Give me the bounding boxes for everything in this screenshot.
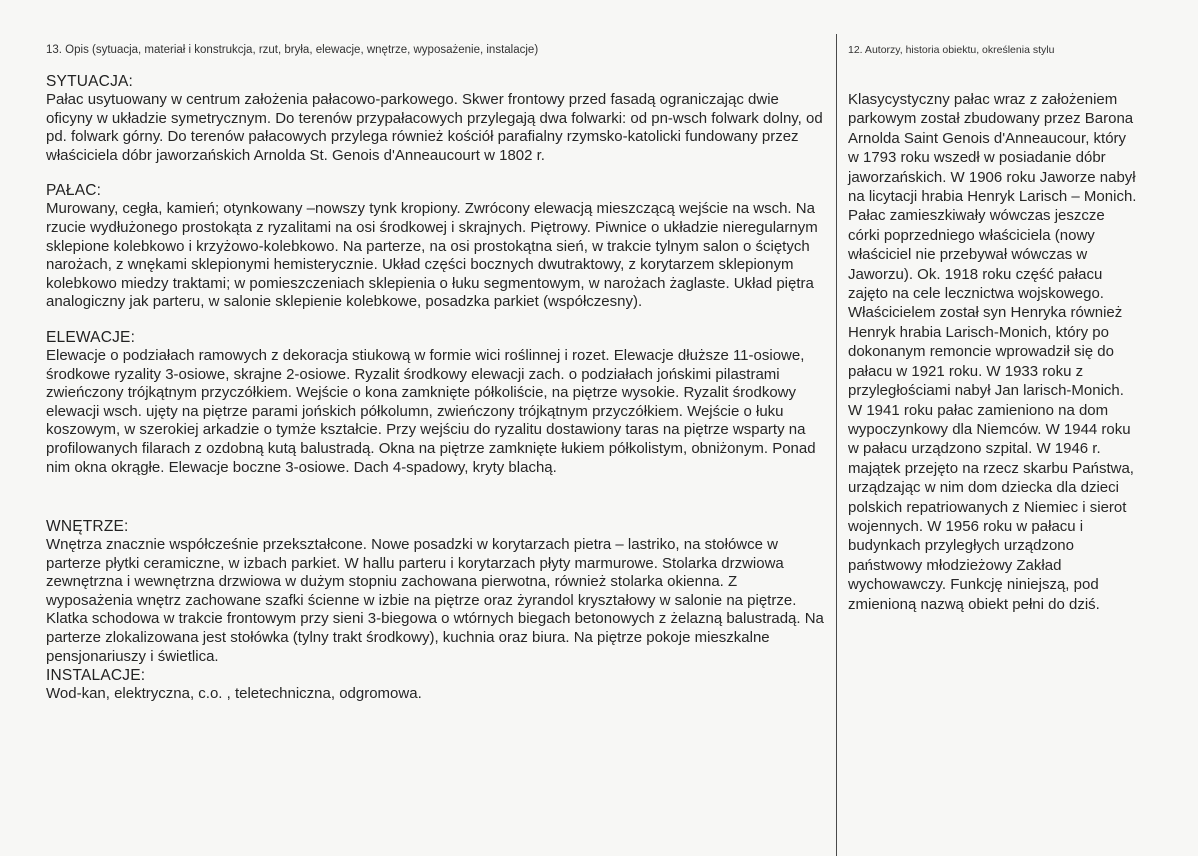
section-title-sytuacja: SYTUACJA:	[46, 73, 134, 90]
description-field-header: 13. Opis (sytuacja, materiał i konstrukcja, rzut, bryła, elewacje, wnętrze, wyposażenie, instalacje)	[46, 44, 539, 56]
history-field-header: 12. Autorzy, historia obiektu, określenia stylu	[848, 44, 1055, 56]
section-title-elewacje: ELEWACJE:	[46, 328, 136, 346]
history-column	[848, 42, 1148, 614]
section-body-palac: Murowany, cegła, kamień; otynkowany –nowszy tynk kropiony. Zwrócony elewacją mieszczącą wejście na wsch. Na rzucie wydłużonego prostokąta z ryzalitami na osi środkowej i skrajnych. Piętrowy. Piwnice o układzie nieregularnym sklepione kolebkowo i krzyżowo-kolebkowo. Na parterze, na osi prostokątna sień, w trakcie tylnym salon o ściętych narożach, z wnękami sklepionymi hemisterycznie. Układ części bocznych dwutraktowy, z korytarzem sklepionym kolebkowo miedzy traktami; w pomieszczeniach sklepienia o łuku segmentowym, w narożach żaglaste. Układ piętra analogiczny jak parteru, w salonie sklepienie kolebkowe, posadzka parkiet (współczesny).	[46, 200, 818, 311]
section-body-sytuacja: Pałac usytuowany w centrum założenia pałacowo-parkowego. Skwer frontowy przed fasadą ograniczając dwie oficyny w układzie symetrycznym. Do terenów przypałacowych przylegają dwa folwarki: od pn-wsch folwark dolny, od pd. folwark górny. Do terenów pałacowych przylega również kościół parafialny rzymsko-katolicki fundowany przez właściciela dóbr jaworzańskich Arnolda St. Genois d'Anneaucourt w 1802 r.	[46, 91, 823, 164]
section-instalacje	[46, 666, 826, 704]
section-body-elewacje: Elewacje o podziałach ramowych z dekoracja stiukową w formie wici roślinnej i rozet. Elewacje dłuższe 11-osiowe, środkowe ryzality 3-osiowe, skrajne 2-osiowe. Ryzalit środkowy elewacji zach. o podziałach jońskimi pilastrami zwieńczony trójkątnym przyczółkiem. Wejście o kona zamknięte półkoliście, na piętrze wysokie. Ryzalit środkowy elewacji wsch. ujęty na piętrze parami jońskich półkolumn, zwieńczony trójkątnym przyczółkiem. Wejście o łuku koszowym, w szerokiej arkadzie o tymże kształcie. Przy wejściu do ryzalitu dostawiony taras na piętrze wsparty na profilowanych filarach z ozdobną kutą balustradą. Okna na piętrze zamknięte łukiem półkolistym, obniżonym. Ponad nim okna okrągłe. Elewacje boczne 3-osiowe. Dach 4-spadowy, kryty blachą.	[46, 346, 816, 476]
history-text: Klasycystyczny pałac wraz z założeniem parkowym został zbudowany przez Barona Arnolda Saint Genois d'Anneaucour, który w 1793 roku wszedł w posiadanie dóbr jaworzańskich. W 1906 roku Jaworze nabył na licytacji hrabia Henryk Larisch – Monich. Pałac zamieszkiwały wówczas jeszcze córki poprzedniego właściciela (nowy właściciel nie przebywał wówczas w Jaworzu). Ok. 1918 roku część pałacu zajęto na cele lecznictwa wojskowego. Właścicielem został syn Henryka również Henryk hrabia Larisch-Monich, który po dokonanym remoncie wprowadził się do pałacu w 1921 roku. W 1933 roku z przyległościami nabył Jan larisch-Monich. W 1941 roku pałac zamieniono na dom wypoczynkowy dla Niemców. W 1944 roku w pałacu urządzono szpital. W 1946 r. majątek przejęto na rzecz skarbu Państwa, urządzając w nim dom dziecka dla dzieci polskich repatriowanych z Niemiec i sierot wojennych. W 1956 roku w pałacu i budynkach przyległych urządzono państwowy młodzieżowy Zakład wychowawczy. Funkcję niniejszą, pod zmienioną nazwą obiekt pełni do dziś.	[848, 91, 1137, 613]
section-title-palac: PAŁAC:	[46, 182, 102, 200]
section-palac	[46, 181, 826, 312]
section-wnetrze	[46, 517, 826, 666]
section-title-wnetrze: WNĘTRZE:	[46, 518, 129, 536]
section-sytuacja	[46, 72, 826, 165]
section-title-instalacje: INSTALACJE:	[46, 667, 146, 685]
section-elewacje	[46, 328, 826, 477]
section-body-wnetrze: Wnętrza znacznie współcześnie przekształcone. Nowe posadzki w korytarzach pietra – lastriko, na stołówce w parterze płytki ceramiczne, w izbach parkiet. W hallu parteru i korytarzach płyty marmurowe. Stolarka drzwiowa zewnętrzna i wewnętrzna drzwiowa w dużym stopniu zachowana pierwotna, również stolarka okienna. Z wyposażenia wnętrz zachowane szafki ścienne w izbie na piętrze oraz żyrandol kryształowy w salonie na piętrze. Klatka schodowa w trakcie frontowym przy sieni 3-biegowa o wtórnych biegach betonowych z żelazną balustradą. Na parterze zlokalizowana jest stołówka (tylny trakt środkowy), kuchnia oraz biura. Na piętrze pokoje mieszkalne pensjonariuszy i świetlica.	[46, 536, 824, 665]
section-body-instalacje: Wod-kan, elektryczna, c.o. , teletechniczna, odgromowa.	[46, 685, 422, 703]
description-column	[46, 42, 826, 704]
column-divider	[836, 34, 837, 856]
